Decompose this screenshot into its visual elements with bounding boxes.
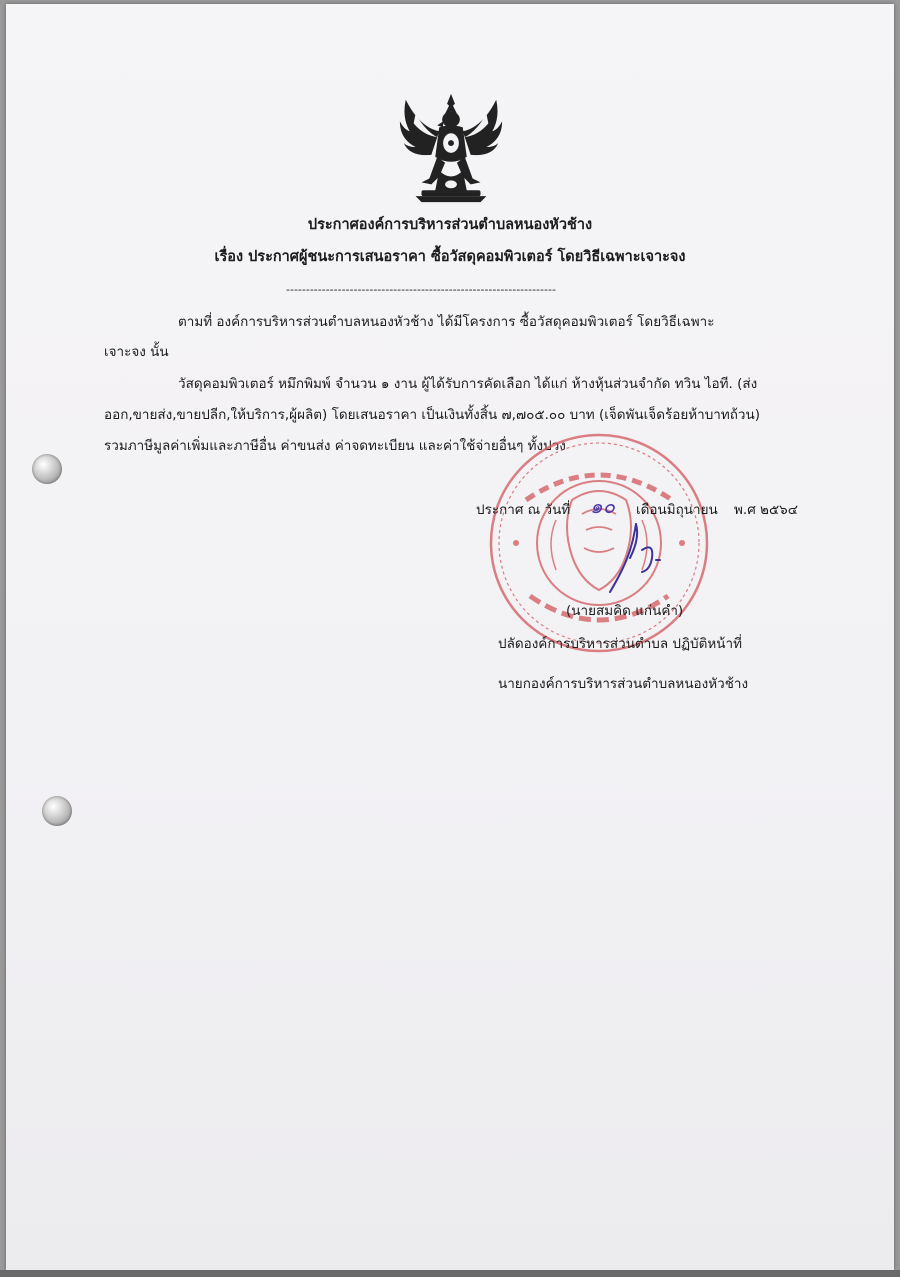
paragraph-2-line-1: วัสดุคอมพิวเตอร์ หมึกพิมพ์ จำนวน ๑ งาน ผู้ได้รับการคัดเลือก ได้แก่ ห้างหุ้นส่วนจำกัด ทวิน ไอที. (ส่ง <box>178 376 758 392</box>
paragraph-2-line-2: ออก,ขายส่ง,ขายปลีก,ให้บริการ,ผู้ผลิต) โดยเสนอราคา เป็นเงินทั้งสิ้น ๗,๗๐๕.๐๐ บาท (เจ็ดพันเจ็ดร้อยห้าบาทถ้วน) <box>104 407 761 423</box>
date-month: เดือนมิถุนายน <box>636 502 718 518</box>
paragraph-1-line-1: ตามที่ องค์การบริหารส่วนตำบลหนองหัวช้าง ได้มีโครงการ ซื้อวัสดุคอมพิวเตอร์ โดยวิธีเฉพาะ <box>178 314 715 330</box>
punch-hole <box>42 796 72 826</box>
paragraph-2-line-3: รวมภาษีมูลค่าเพิ่มและภาษีอื่น ค่าขนส่ง ค่าจดทะเบียน และค่าใช้จ่ายอื่นๆ ทั้งปวง <box>104 438 566 454</box>
page-bottom-edge <box>0 1270 900 1277</box>
paragraph-1-line-2: เจาะจง นั้น <box>104 344 169 360</box>
announcement-subject: เรื่อง ประกาศผู้ชนะการเสนอราคา ซื้อวัสดุคอมพิวเตอร์ โดยวิธีเฉพาะเจาะจง <box>214 249 686 265</box>
signatory-position-1: ปลัดองค์การบริหารส่วนตำบล ปฏิบัติหน้าที่ <box>498 636 743 652</box>
header-divider: -------------------------------------------------------------------- <box>286 283 556 296</box>
date-year: พ.ศ ๒๕๖๔ <box>734 502 798 518</box>
date-prefix: ประกาศ ณ วันที่ <box>476 502 571 518</box>
announcement-title: ประกาศองค์การบริหารส่วนตำบลหนองหัวช้าง <box>307 217 593 233</box>
date-day: ๑๐ <box>590 494 615 518</box>
signatory-name: (นายสมคิด แก่นคำ) <box>566 603 684 619</box>
handwritten-signature-icon <box>596 520 680 596</box>
punch-hole <box>32 454 62 484</box>
signatory-position-2: นายกองค์การบริหารส่วนตำบลหนองหัวช้าง <box>498 676 749 692</box>
garuda-emblem-icon <box>392 88 510 206</box>
